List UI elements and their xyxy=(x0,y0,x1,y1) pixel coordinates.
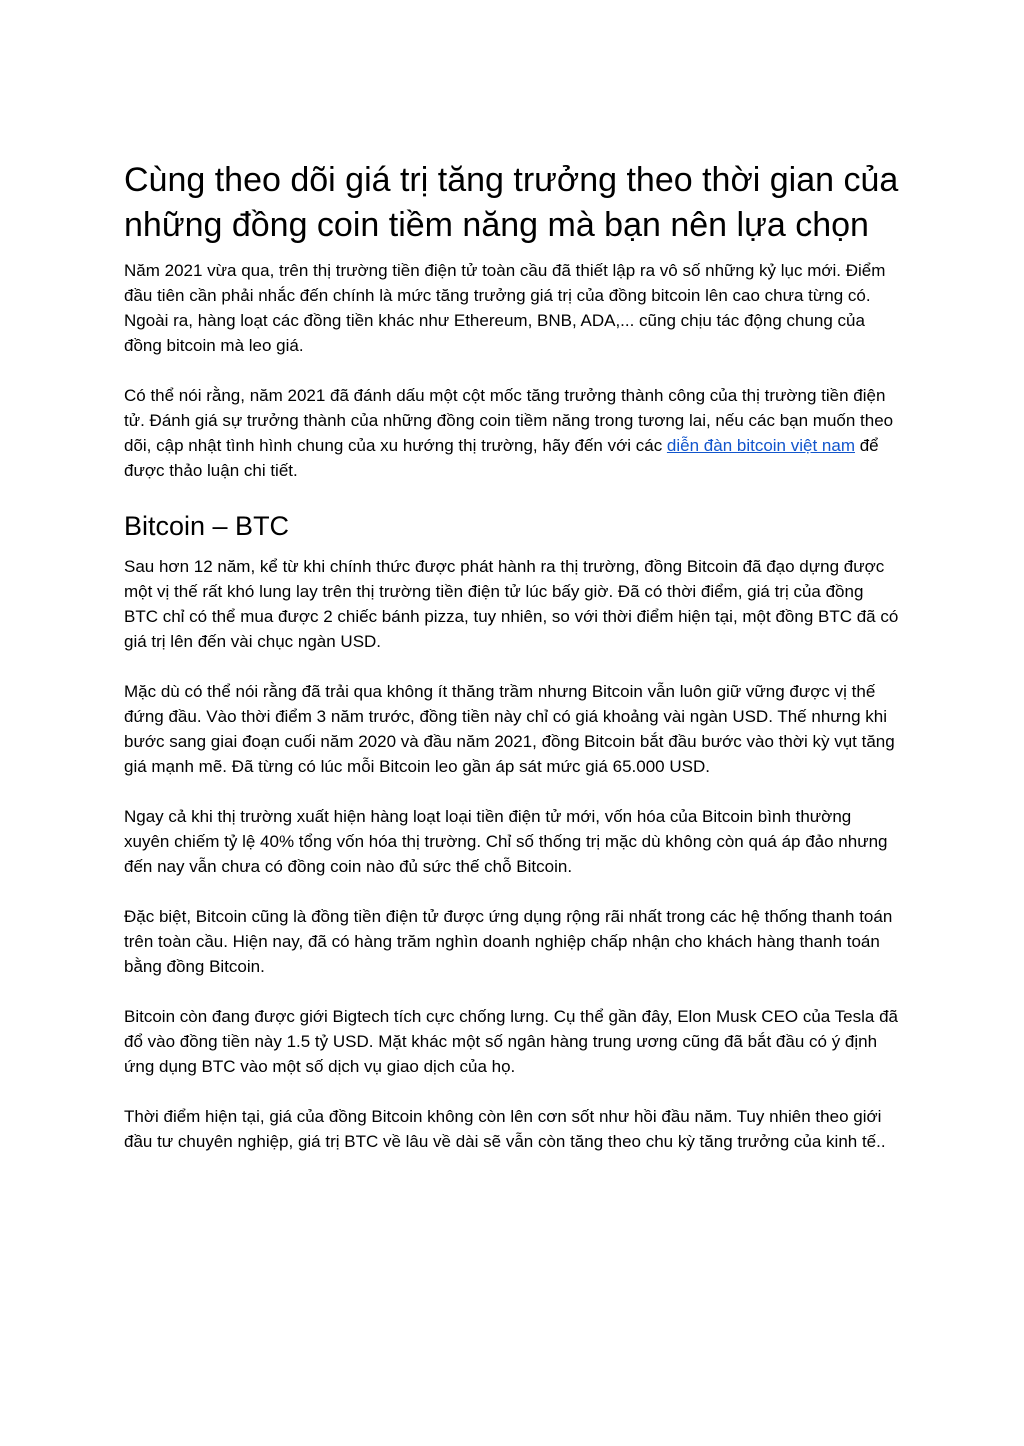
intro-paragraph-with-link xyxy=(124,383,900,483)
section-paragraph: Bitcoin còn đang được giới Bigtech tích cực chống lưng. Cụ thể gần đây, Elon Musk CEO của Tesla đã đổ vào đồng tiền này 1.5 tỷ USD. Mặt khác một số ngân hàng trung ương cũng đã bắt đầu có ý định ứng dụng BTC vào một số dịch vụ giao dịch của họ. xyxy=(124,1007,898,1076)
article-title: Cùng theo dõi giá trị tăng trưởng theo thời gian của những đồng coin tiềm năng mà bạn nên lựa chọn xyxy=(124,161,899,244)
section-paragraph: Ngay cả khi thị trường xuất hiện hàng loạt loại tiền điện tử mới, vốn hóa của Bitcoin bình thường xuyên chiếm tỷ lệ 40% tổng vốn hóa thị trường. Chỉ số thống trị mặc dù không còn quá áp đảo nhưng đến nay vẫn chưa có đồng coin nào đủ sức thế chỗ Bitcoin. xyxy=(124,807,888,876)
forum-link[interactable]: diễn đàn bitcoin việt nam xyxy=(666,436,855,455)
section-heading: Bitcoin – BTC xyxy=(124,511,290,541)
intro-text-after-link: để được thảo luận chi tiết. xyxy=(124,436,879,480)
section-paragraph: Mặc dù có thể nói rằng đã trải qua không ít thăng trầm nhưng Bitcoin vẫn luôn giữ vững được vị thế đứng đầu. Vào thời điểm 3 năm trước, đồng tiền này chỉ có giá khoảng vài ngàn USD. Thế nhưng khi bước sang giai đoạn cuối năm 2020 và đầu năm 2021, đồng Bitcoin bắt đầu bước vào thời kỳ vụt tăng giá mạnh mẽ. Đã từng có lúc mỗi Bitcoin leo gần áp sát mức giá 65.000 USD. xyxy=(124,682,895,776)
intro-paragraph: Năm 2021 vừa qua, trên thị trường tiền điện tử toàn cầu đã thiết lập ra vô số những kỷ lục mới. Điểm đầu tiên cần phải nhắc đến chính là mức tăng trưởng giá trị của đồng bitcoin lên cao chưa từng có. Ngoài ra, hàng loạt các đồng tiền khác như Ethereum, BNB, ADA,... cũng chịu tác động chung của đồng bitcoin mà leo giá. xyxy=(124,261,886,355)
section-paragraph: Đặc biệt, Bitcoin cũng là đồng tiền điện tử được ứng dụng rộng rãi nhất trong các hệ thống thanh toán trên toàn cầu. Hiện nay, đã có hàng trăm nghìn doanh nghiệp chấp nhận cho khách hàng thanh toán bằng đồng Bitcoin. xyxy=(124,907,893,976)
section-paragraph: Thời điểm hiện tại, giá của đồng Bitcoin không còn lên cơn sốt như hồi đầu năm. Tuy nhiên theo giới đầu tư chuyên nghiệp, giá trị BTC về lâu về dài sẽ vẫn còn tăng theo chu kỳ tăng trưởng của kinh tế.. xyxy=(124,1107,886,1151)
intro-text-before-link: Có thể nói rằng, năm 2021 đã đánh dấu một cột mốc tăng trưởng thành công của thị trường tiền điện tử. Đánh giá sự trưởng thành của những đồng coin tiềm năng trong tương lai, nếu các bạn muốn theo dõi, cập nhật tình hình chung của xu hướng thị trường, hãy đến với các xyxy=(124,386,894,455)
section-paragraph: Sau hơn 12 năm, kể từ khi chính thức được phát hành ra thị trường, đồng Bitcoin đã đạo dựng được một vị thế rất khó lung lay trên thị trường tiền điện tử lúc bấy giờ. Đã có thời điểm, giá trị của đồng BTC chỉ có thể mua được 2 chiếc bánh pizza, tuy nhiên, so với thời điểm hiện tại, một đồng BTC đã có giá trị lên đến vài chục ngàn USD. xyxy=(124,557,899,651)
